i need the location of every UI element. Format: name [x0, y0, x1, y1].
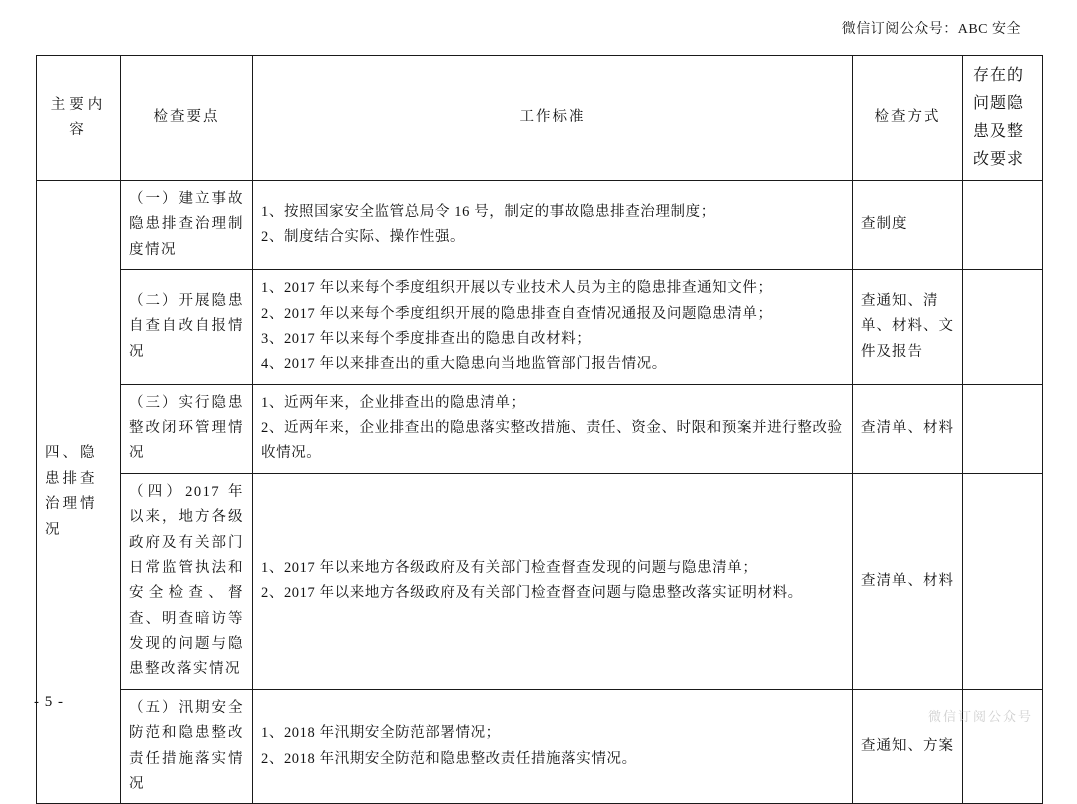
table-row	[37, 473, 1043, 689]
work-standard-line: 1、2017 年以来每个季度组织开展以专业技术人员为主的隐患排查通知文件；	[261, 280, 773, 297]
issue-cell	[963, 181, 1043, 270]
check-point-cell: （二）开展隐患自查自改自报情况	[121, 270, 253, 385]
table-row	[37, 384, 1043, 473]
work-standard-line: 2、2017 年以来地方各级政府及有关部门检查督查问题与隐患整改落实证明材料。	[261, 585, 803, 602]
work-standard-line: 2、2018 年汛期安全防范和隐患整改责任措施落实情况。	[261, 750, 637, 767]
table-header	[37, 56, 1043, 181]
work-standard-line: 1、2017 年以来地方各级政府及有关部门检查督查发现的问题与隐患清单；	[261, 559, 758, 576]
table-row	[37, 181, 1043, 270]
table-row	[37, 689, 1043, 804]
category-cell: 四、隐患排查治理情况	[37, 181, 121, 804]
check-point-cell: （五）汛期安全防范和隐患整改责任措施落实情况	[121, 689, 253, 804]
inspection-table-container	[36, 55, 1042, 804]
check-method-cell: 查制度	[853, 181, 963, 270]
work-standard-line: 1、2018 年汛期安全防范部署情况；	[261, 725, 501, 742]
column-header-work-standard: 工作标准	[253, 56, 853, 181]
work-standard-cell	[253, 181, 853, 270]
work-standard-line: 3、2017 年以来每个季度排查出的隐患自改材料；	[261, 330, 592, 347]
table-header-row	[37, 56, 1043, 181]
column-header-check-points: 检查要点	[121, 56, 253, 181]
page-number: - 5 -	[34, 694, 64, 710]
page-header-text: 微信订阅公众号：ABC 安全	[841, 22, 1021, 37]
check-method-cell: 查通知、方案	[853, 689, 963, 804]
issue-cell	[963, 473, 1043, 689]
check-method-cell: 查清单、材料	[853, 473, 963, 689]
work-standard-line: 2、制度结合实际、操作性强。	[261, 229, 466, 246]
check-point-cell: （一）建立事故隐患排查治理制度情况	[121, 181, 253, 270]
footer-watermark: 微信订阅公众号	[927, 709, 1033, 724]
work-standard-line: 1、近两年来，企业排查出的隐患清单；	[261, 394, 526, 411]
work-standard-line: 1、按照国家安全监管总局令 16 号，制定的事故隐患排查治理制度；	[261, 203, 716, 220]
column-header-issues: 存在的问题隐患及整改要求	[963, 56, 1043, 181]
table-body	[37, 181, 1043, 804]
work-standard-cell	[253, 689, 853, 804]
work-standard-cell	[253, 384, 853, 473]
work-standard-line: 4、2017 年以来排查出的重大隐患向当地监管部门报告情况。	[261, 356, 667, 373]
issue-cell	[963, 270, 1043, 385]
issue-cell	[963, 384, 1043, 473]
check-point-cell: （四）2017 年以来，地方各级政府及有关部门日常监管执法和安全检查、督查、明查暗访等发现的问题与隐患整改落实情况	[121, 473, 253, 689]
check-method-cell: 查通知、清单、材料、文件及报告	[853, 270, 963, 385]
work-standard-line: 2、近两年来，企业排查出的隐患落实整改措施、责任、资金、时限和预案并进行整改验收情况。	[261, 420, 843, 462]
check-method-cell: 查清单、材料	[853, 384, 963, 473]
work-standard-line: 2、2017 年以来每个季度组织开展的隐患排查自查情况通报及问题隐患清单；	[261, 305, 773, 322]
check-point-cell: （三）实行隐患整改闭环管理情况	[121, 384, 253, 473]
inspection-table	[36, 55, 1043, 804]
work-standard-cell	[253, 473, 853, 689]
column-header-check-method: 检查方式	[853, 56, 963, 181]
column-header-main-content: 主要内容	[37, 56, 121, 181]
table-row	[37, 270, 1043, 385]
work-standard-cell	[253, 270, 853, 385]
